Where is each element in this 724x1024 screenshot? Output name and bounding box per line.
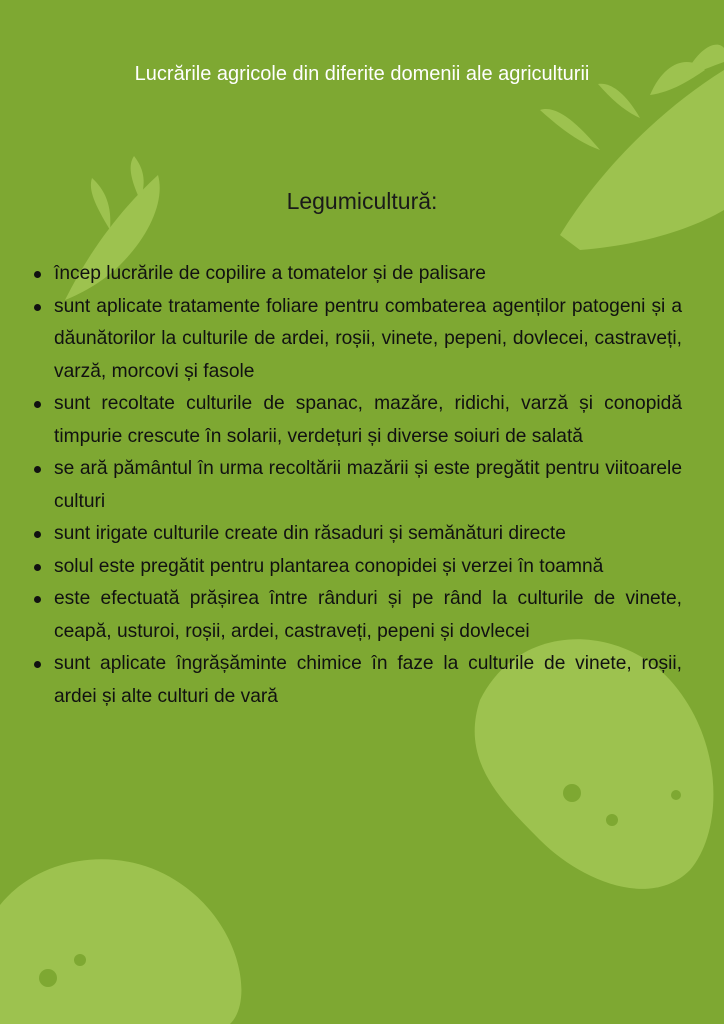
bottom-left-vegetable-decoration [0,859,241,1024]
list-item: sunt irigate culturile create din răsaduri și semănături directe [54,518,682,551]
section-heading: Legumicultură: [286,188,438,214]
bullet-list [54,258,682,713]
list-item: încep lucrările de copilire a tomatelor și de palisare [54,258,682,291]
list-item: sunt aplicate îngrășăminte chimice în faze la culturile de vinete, roșii, ardei și alte culturi de vară [54,648,682,713]
list-item: se ară pământul în urma recoltării mazării și este pregătit pentru viitoarele culturi [54,453,682,518]
list-item: este efectuată prășirea între rânduri și pe rând la culturile de vinete, ceapă, usturoi, roșii, ardei, castraveți, pepeni și dovlecei [54,583,682,648]
list-item: sunt aplicate tratamente foliare pentru combaterea agenților patogeni și a dăunătorilor la culturile de ardei, roșii, vinete, pepeni, dovlecei, castraveți, varză, morcovi și fasole [54,291,682,389]
list-item: sunt recoltate culturile de spanac, mazăre, ridichi, varză și conopidă timpurie crescute în solarii, verdețuri și diverse soiuri de salată [54,388,682,453]
page-title: Lucrările agricole din diferite domenii ale agriculturii [134,63,590,85]
list-item: solul este pregătit pentru plantarea conopidei și verzei în toamnă [54,551,682,584]
